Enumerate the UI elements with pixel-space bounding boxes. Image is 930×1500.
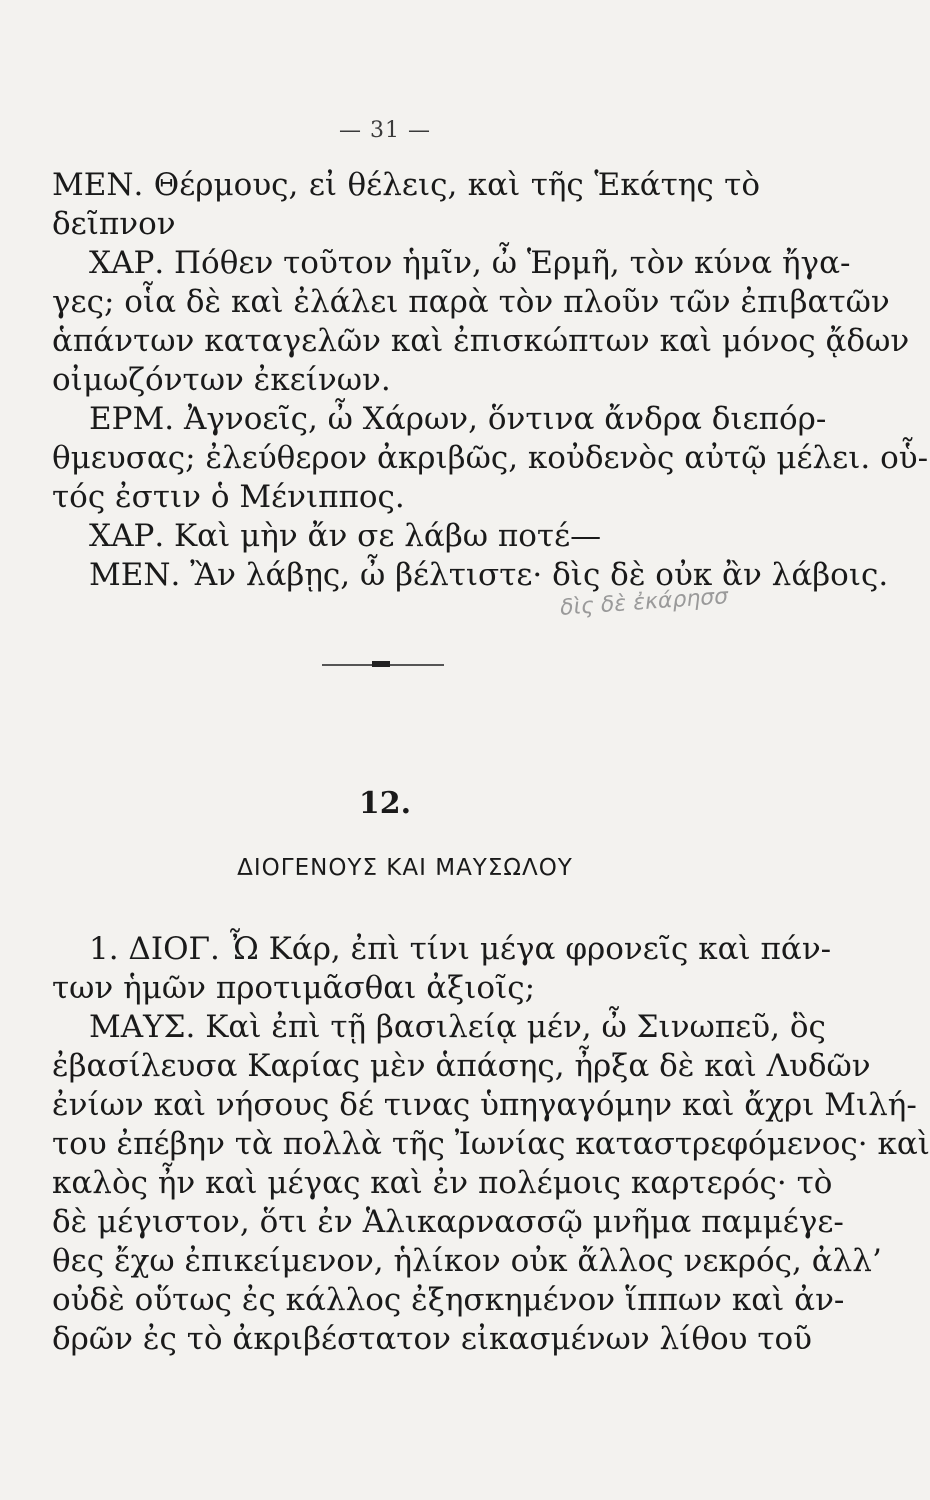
dialogue-12-text [52,930,930,1359]
text-line: ἐβασίλευσα Καρίας μὲν ἁπάσης, ἦρξα δὲ καὶ Λυδῶν [52,1048,871,1084]
handwritten-margin-note: δὶς δὲ ἐκάρησσ [559,584,729,621]
text-line: ΜΕΝ. Ἂν λάβῃς, ὦ βέλτιστε· δὶς δὲ οὐκ ἂν λάβοις. [89,557,889,593]
text-line: θες ἔχω ἐπικείμενον, ἡλίκον οὐκ ἄλλος νεκρός, ἀλλ’ [52,1243,882,1279]
text-line: 1. ΔΙΟΓ. Ὦ Κάρ, ἐπὶ τίνι μέγα φρονεῖς καὶ πάν- [89,931,832,967]
text-line: ΜΕΝ. Θέρμους, εἰ θέλεις, καὶ τῆς Ἑκάτης τὸ [52,167,760,203]
text-line: ΧΑΡ. Καὶ μὴν ἄν σε λάβω ποτέ— [89,518,602,554]
dialogue-number: 12. [358,786,412,821]
text-line: των ἡμῶν προτιμᾶσθαι ἀξιοῖς; [52,970,536,1006]
dialogue-title: ΔΙΟΓΕΝΟΥΣ ΚΑΙ ΜΑΥΣΩΛΟΥ [237,855,573,881]
divider-mark [372,661,390,667]
text-line: ἁπάντων καταγελῶν καὶ ἐπισκώπτων καὶ μόνος ᾄδων [52,323,910,359]
text-line: ΜΑΥΣ. Καὶ ἐπὶ τῇ βασιλείᾳ μέν, ὦ Σινωπεῦ, ὃς [89,1009,826,1045]
text-line: ΧΑΡ. Πόθεν τοῦτον ἡμῖν, ὦ Ἑρμῆ, τὸν κύνα ἤγα- [89,245,851,281]
page-number: — 31 — [339,118,431,143]
text-line: του ἐπέβην τὰ πολλὰ τῆς Ἰωνίας καταστρεφόμενος· καὶ [52,1126,930,1162]
text-line: οὐδὲ οὕτως ἐς κάλλος ἐξησκημένον ἵππων καὶ ἀν- [52,1282,845,1318]
text-line: τός ἐστιν ὁ Μένιππος. [52,479,405,515]
text-line: οἰμωζόντων ἐκείνων. [52,362,391,398]
text-line: θμευσας; ἐλεύθερον ἀκριβῶς, κοὐδενὸς αὐτῷ μέλει. οὗ- [52,440,929,476]
text-line: ΕΡΜ. Ἀγνοεῖς, ὦ Χάρων, ὅντινα ἄνδρα διεπόρ- [89,401,827,437]
dialogue-11-ending [52,166,929,595]
text-line: γες; οἷα δὲ καὶ ἐλάλει παρὰ τὸν πλοῦν τῶν ἐπιβατῶν [52,284,890,320]
text-line: δὲ μέγιστον, ὅτι ἐν Ἁλικαρνασσῷ μνῆμα παμμέγε- [52,1204,844,1240]
text-line: καλὸς ἦν καὶ μέγας καὶ ἐν πολέμοις καρτερός· τὸ [52,1165,833,1201]
text-line: δρῶν ἐς τὸ ἀκριβέστατον εἰκασμένων λίθου τοῦ [52,1321,813,1357]
text-line: ἐνίων καὶ νήσους δέ τινας ὑπηγαγόμην καὶ ἄχρι Μιλή- [52,1087,917,1123]
text-line: δεῖπνον [52,206,176,242]
